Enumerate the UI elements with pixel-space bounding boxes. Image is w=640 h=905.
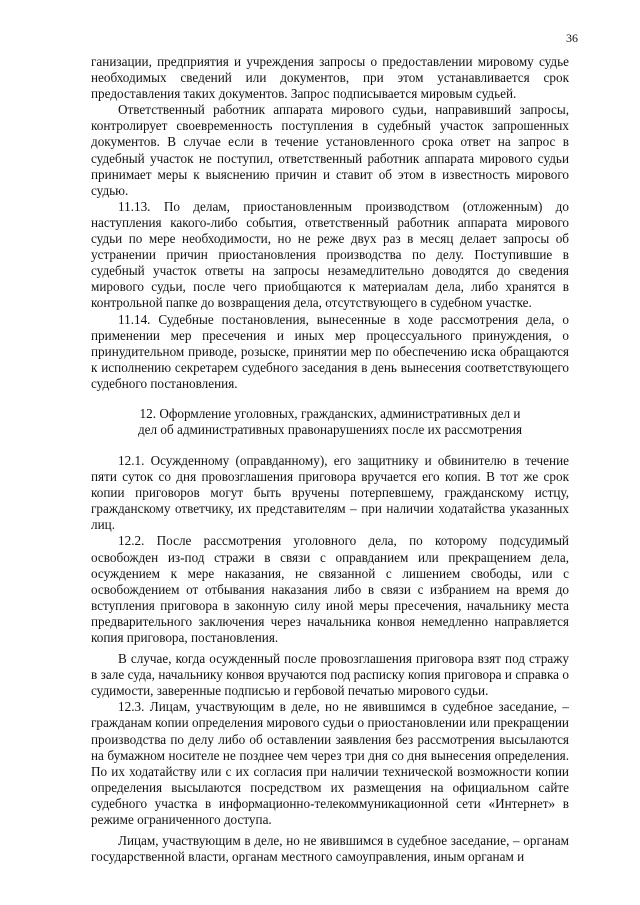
paragraph-custody-case: В случае, когда осужденный после провозглашения приговора взят под стражу в зале суда, начальнику конвоя вручаются под расписку копия приговора и справка о судимости, заверенные подписью и гербовой печатью мирового судьи. (91, 651, 569, 699)
paragraph-12-2: 12.2. После рассмотрения уголовного дела, по которому подсудимый освобожден из-под стражи в связи с оправданием или прекращением дела, осуждением к мере наказания, не связанной с лишением свободы, или с освобождением от отбывания наказания либо в связи с избранием на время до вступления приговора в законную силу иной меры пресечения, начальнику места предварительного заключения через начальника конвоя немедленно направляется копия приговора, постановления. (91, 533, 569, 645)
paragraph-responsible-worker: Ответственный работник аппарата мирового судьи, направивший запросы, контролирует своевременность поступления в судебный участок запрошенных документов. В случае если в течение установленного срока ответ на запрос в судебный участок не поступил, ответственный работник аппарата мирового судьи принимает меры к выяснению причин и ставит об этом в известность мирового судью. (91, 102, 569, 198)
paragraph-12-1: 12.1. Осужденному (оправданному), его защитнику и обвинителю в течение пяти суток со дня провозглашения приговора вручается его копия. В тот же срок копии приговоров могут быть вручены потерпевшему, гражданскому истцу, гражданскому ответчику, их представителям – при наличии ходатайства указанных лиц. (91, 452, 569, 533)
section-heading-line-1: 12. Оформление уголовных, гражданских, административных дел и (139, 405, 521, 421)
paragraph-11-13: 11.13. По делам, приостановленным производством (отложенным) до наступления какого-либо события, ответственный работник аппарата мирового судьи по мере необходимости, но не реже двух раз в месяц делает запросы об устранении причин приостановления производства по делу. Поступившие в судебный участок ответы на запросы незамедлительно доводятся до сведения мирового судьи, после чего приобщаются к материалам дела, либо хранятся в контрольной папке до возвращения дела, отсутствующего в судебном участке. (91, 198, 569, 311)
paragraph-12-3: 12.3. Лицам, участвующим в деле, но не явившимся в судебное заседание, – гражданам копии определения мирового судьи о приостановлении или прекращении производства по делу либо об оставлении заявления без рассмотрения высылаются на бумажном носителе не позднее чем через три дня со дня вынесения определения. По их ходатайству или с их согласия при наличии технической возможности копии определения высылаются посредством их размещения на официальном сайте судебного участка в информационно-телекоммуникационной сети «Интернет» в режиме ограниченного доступа. (91, 699, 569, 828)
document-body (91, 54, 569, 865)
page-number: 36 (566, 31, 578, 45)
paragraph-11-14: 11.14. Судебные постановления, вынесенные в ходе рассмотрения дела, о применении мер пресечения и иных мер процессуального принуждения, о принудительном приводе, розыске, принятии мер по обеспечению иска обращаются к исполнению секретарем судебного заседания в день вынесения соответствующего судебного постановления. (91, 311, 569, 391)
paragraph-continuation: ганизации, предприятия и учреждения запросы о предоставлении мировому судье необходимых сведений или документов, при этом устанавливается срок предоставления таких документов. Запрос подписывается мировым судьей. (91, 54, 569, 102)
section-heading-line-2: дел об административных правонарушениях после их рассмотрения (137, 421, 523, 437)
section-12-heading (91, 406, 569, 438)
paragraph-state-bodies: Лицам, участвующим в деле, но не явившимся в судебное заседание, – органам государственной власти, органам местного самоуправления, иным органам и (91, 833, 569, 865)
